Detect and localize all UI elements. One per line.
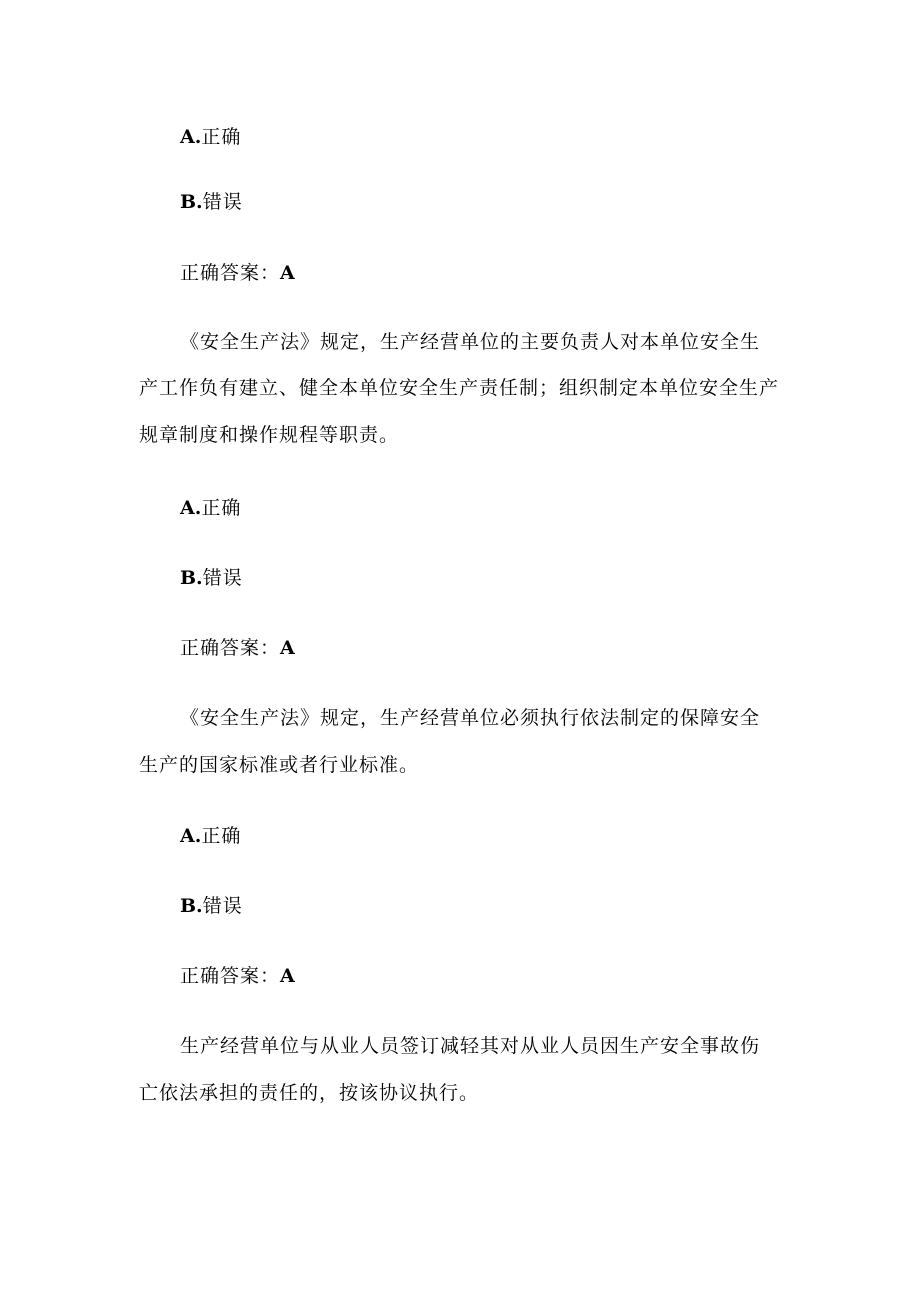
option-b xyxy=(180,190,243,214)
option-a xyxy=(180,496,241,520)
option-text: 正确 xyxy=(201,497,242,519)
answer-value: A xyxy=(280,637,295,659)
answer-label: 正确答案： xyxy=(180,965,281,987)
option-letter: B. xyxy=(180,895,203,917)
question-text: 产工作负有建立、健全本单位安全生产责任制；组织制定本单位安全生产 xyxy=(139,377,780,399)
correct-answer xyxy=(180,261,295,285)
question-text: 规章制度和操作规程等职责。 xyxy=(139,424,400,446)
correct-answer xyxy=(180,636,295,660)
option-text: 正确 xyxy=(201,825,242,847)
option-letter: A. xyxy=(180,126,202,148)
option-letter: A. xyxy=(180,825,202,847)
option-text: 错误 xyxy=(202,191,243,213)
answer-label: 正确答案： xyxy=(180,262,281,284)
option-b xyxy=(180,566,243,590)
option-letter: B. xyxy=(180,191,203,213)
option-text: 正确 xyxy=(201,126,242,148)
option-b xyxy=(180,894,243,918)
option-text: 错误 xyxy=(202,567,243,589)
correct-answer xyxy=(180,964,295,988)
question-text: 《安全生产法》规定，生产经营单位的主要负责人对本单位安全生 xyxy=(180,331,761,353)
option-a xyxy=(180,125,241,149)
option-letter: B. xyxy=(180,567,203,589)
option-text: 错误 xyxy=(202,895,243,917)
answer-value: A xyxy=(280,965,295,987)
answer-value: A xyxy=(280,262,295,284)
answer-label: 正确答案： xyxy=(180,637,281,659)
question-text: 生产经营单位与从业人员签订减轻其对从业人员因生产安全事故伤 xyxy=(180,1035,761,1057)
question-text: 亡依法承担的责任的，按该协议执行。 xyxy=(139,1082,480,1104)
question-text: 生产的国家标准或者行业标准。 xyxy=(139,754,420,776)
option-letter: A. xyxy=(180,497,202,519)
option-a xyxy=(180,824,241,848)
question-text: 《安全生产法》规定，生产经营单位必须执行依法制定的保障安全 xyxy=(180,707,761,729)
